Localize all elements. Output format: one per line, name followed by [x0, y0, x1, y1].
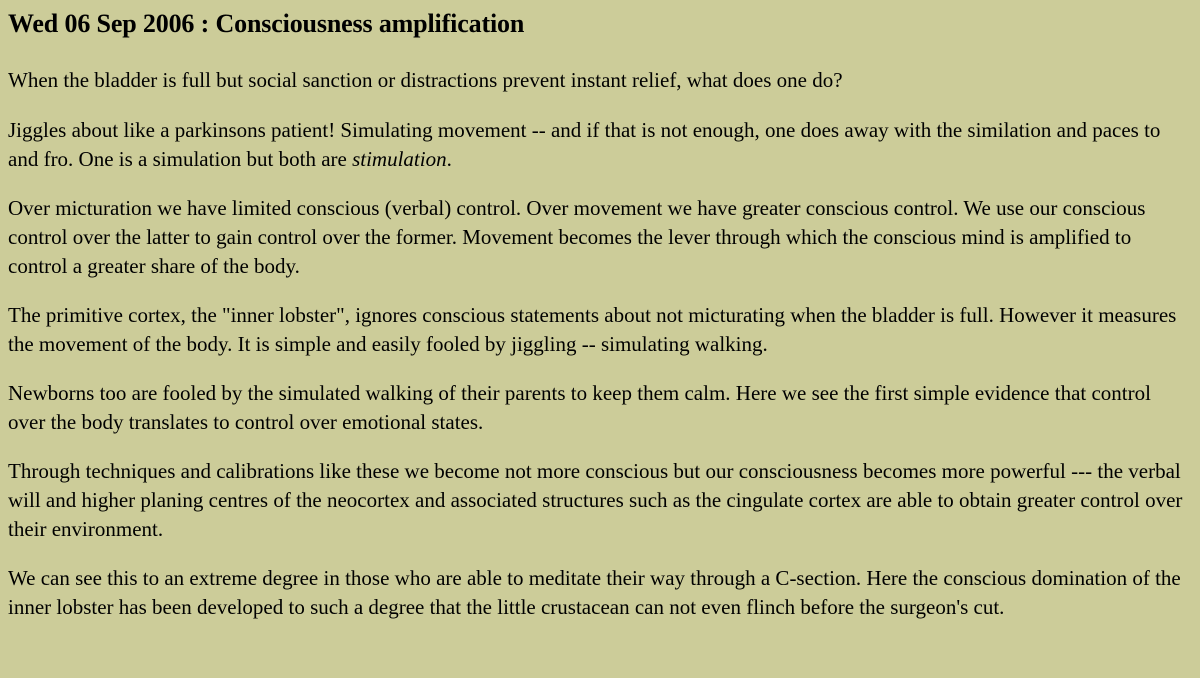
paragraph-c-section: We can see this to an extreme degree in those who are able to meditate their way through a C-section. Here the conscious domination of the inner lobster has been developed to such a degree that the little crustacean can not even flinch before the surgeon's cut.: [8, 566, 1181, 619]
paragraph-bladder-question: When the bladder is full but social sanction or distractions prevent instant relief, what does one do?: [8, 68, 843, 92]
paragraph-newborns: Newborns too are fooled by the simulated walking of their parents to keep them calm. Here we see the first simple evidence that control over the body translates to control over emotional states.: [8, 381, 1151, 434]
post-title: Wed 06 Sep 2006 : Consciousness amplification: [8, 9, 525, 38]
paragraph-jiggles-text: Jiggles about like a parkinsons patient! Simulating movement -- and if that is not enough, one does away with the similation and paces to and fro. One is a simulation but both are: [8, 118, 1161, 171]
paragraph-micturation-control: Over micturation we have limited conscious (verbal) control. Over movement we have greater conscious control. We use our conscious control over the latter to gain control over the former. Movement becomes the lever through which the conscious mind is amplified to control a greater share of the body.: [8, 196, 1146, 278]
post-body: [8, 66, 1190, 622]
paragraph-jiggles: [8, 116, 1190, 174]
paragraph-jiggles-end: .: [446, 147, 452, 171]
emphasis-stimulation: stimulation: [352, 147, 447, 171]
paragraph-inner-lobster: The primitive cortex, the "inner lobster", ignores conscious statements about not micturating when the bladder is full. However it measures the movement of the body. It is simple and easily fooled by jiggling -- simulating walking.: [8, 303, 1177, 356]
paragraph-techniques: Through techniques and calibrations like these we become not more conscious but our consciousness becomes more powerful --- the verbal will and higher planing centres of the neocortex and associated structures such as the cingulate cortex are able to obtain greater control over their environment.: [8, 459, 1183, 541]
